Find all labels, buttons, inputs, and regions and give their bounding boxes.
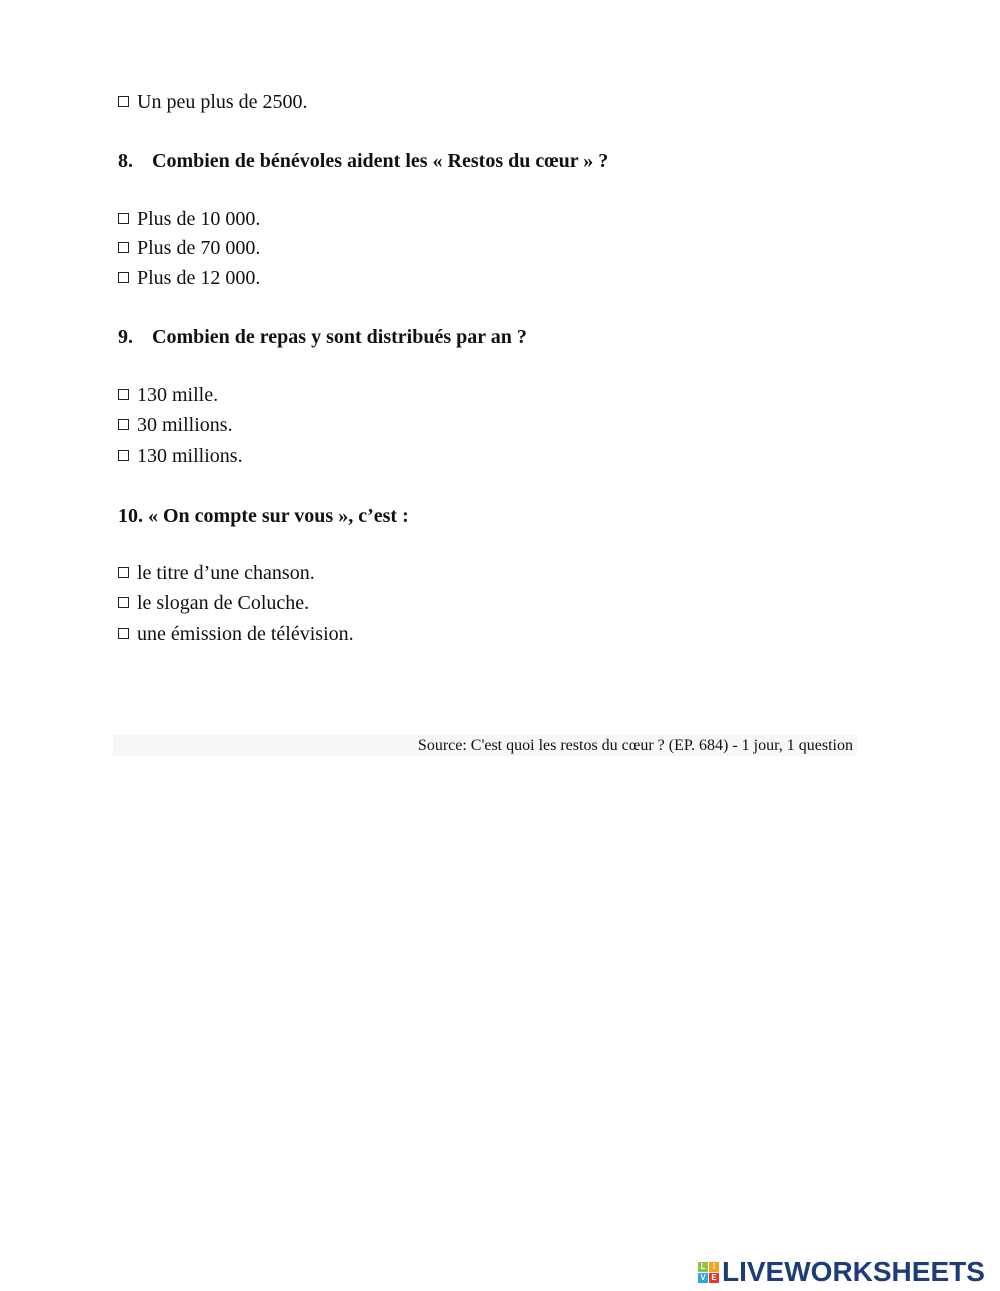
question-number: 8. <box>118 150 133 172</box>
checkbox[interactable] <box>118 213 129 224</box>
logo-tile: E <box>709 1273 719 1283</box>
logo-text: LIVEWORKSHEETS <box>722 1256 985 1287</box>
option-text: 130 mille. <box>137 384 219 406</box>
source-text: Source: C'est quoi les restos du cœur ? (EP. 684) - 1 jour, 1 question <box>417 737 853 754</box>
option-text: Plus de 12 000. <box>137 267 261 289</box>
option-row[interactable] <box>118 207 260 231</box>
checkbox[interactable] <box>118 450 129 461</box>
option-row[interactable] <box>118 591 309 615</box>
question-text: Combien de repas y sont distribués par an ? <box>152 326 527 348</box>
checkbox[interactable] <box>118 567 129 578</box>
option-text: une émission de télévision. <box>137 623 354 645</box>
checkbox[interactable] <box>118 419 129 430</box>
option-row[interactable] <box>118 383 218 407</box>
question-9 <box>118 325 527 349</box>
option-row[interactable] <box>118 90 308 114</box>
checkbox[interactable] <box>118 597 129 608</box>
option-row[interactable] <box>118 413 233 437</box>
question-8 <box>118 149 608 173</box>
option-text: le slogan de Coluche. <box>137 592 310 614</box>
logo-tile: V <box>698 1273 708 1283</box>
question-text: « On compte sur vous », c’est : <box>148 505 409 527</box>
option-text: Un peu plus de 2500. <box>137 91 308 113</box>
checkbox[interactable] <box>118 389 129 400</box>
logo-tiles-icon <box>698 1262 719 1283</box>
option-row[interactable] <box>118 561 315 585</box>
option-text: Plus de 10 000. <box>137 208 261 230</box>
checkbox[interactable] <box>118 628 129 639</box>
option-text: le titre d’une chanson. <box>137 562 315 584</box>
question-text: Combien de bénévoles aident les « Restos du cœur » ? <box>152 150 609 172</box>
option-text: Plus de 70 000. <box>137 237 261 259</box>
checkbox[interactable] <box>118 272 129 283</box>
checkbox[interactable] <box>118 242 129 253</box>
checkbox[interactable] <box>118 96 129 107</box>
liveworksheets-logo <box>698 1256 985 1288</box>
question-number: 10. <box>118 505 143 527</box>
source-bar <box>113 735 857 756</box>
option-row[interactable] <box>118 236 260 260</box>
option-text: 130 millions. <box>137 445 243 467</box>
logo-tile: I <box>709 1262 719 1272</box>
question-10 <box>118 504 409 528</box>
option-row[interactable] <box>118 444 243 468</box>
question-number: 9. <box>118 326 133 348</box>
option-text: 30 millions. <box>137 414 233 436</box>
option-row[interactable] <box>118 266 260 290</box>
option-row[interactable] <box>118 622 354 646</box>
logo-tile: L <box>698 1262 708 1272</box>
